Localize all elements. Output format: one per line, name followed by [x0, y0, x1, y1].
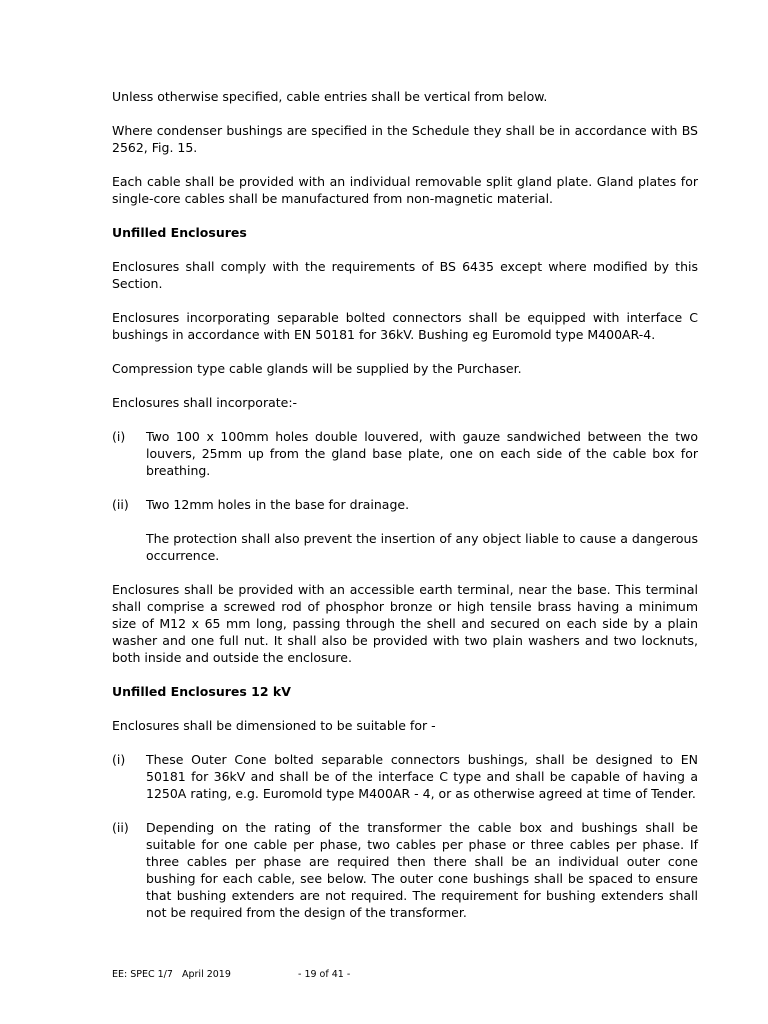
list-item — [112, 496, 698, 513]
paragraph-earth-terminal: Enclosures shall be provided with an accessible earth terminal, near the base. This terminal shall comprise a screwed rod of phosphor bronze or high tensile brass having a minimum size of M12 x 65 mm long, passing through the shell and secured on each side by a plain washer and one full nut. It shall also be provided with two plain washers and two locknuts, both inside and outside the enclosure. — [112, 582, 698, 665]
paragraph-cable-glands: Compression type cable glands will be supplied by the Purchaser. — [112, 361, 522, 376]
document-body — [112, 88, 698, 938]
list-item-number: (i) — [112, 752, 126, 767]
section-heading-unfilled-enclosures: Unfilled Enclosures — [112, 225, 247, 240]
list-item-text: Two 12mm holes in the base for drainage. — [146, 497, 410, 512]
paragraph-separable-connectors: Enclosures incorporating separable bolted connectors shall be equipped with interface C bushings in accordance with EN 50181 for 36kV. Bushing eg Euromold type M400AR-4. — [112, 310, 698, 342]
paragraph-condenser-bushings: Where condenser bushings are specified in the Schedule they shall be in accordance with BS 2562, Fig. 15. — [112, 123, 698, 155]
paragraph-bs6435: Enclosures shall comply with the requirements of BS 6435 except where modified by this Section. — [112, 259, 698, 291]
list-item-number: (ii) — [112, 497, 129, 512]
paragraph-protection: The protection shall also prevent the insertion of any object liable to cause a dangerous occurrence. — [146, 531, 698, 563]
footer-doc-ref: EE: SPEC 1/7 April 2019 — [112, 969, 231, 980]
list-item-text: Depending on the rating of the transformer the cable box and bushings shall be suitable for one cable per phase, two cables per phase or three cables per phase. If three cables per phase are required then there shall be an individual outer cone bushing for each cable, see below. The outer cone bushings shall be spaced to ensure that bushing extenders are not required. The requirement for bushing extenders shall not be required from the design of the transformer. — [146, 820, 698, 920]
list-item-text: Two 100 x 100mm holes double louvered, with gauze sandwiched between the two louvers, 25mm up from the gland base plate, one on each side of the cable box for breathing. — [146, 429, 698, 478]
list-item-number: (i) — [112, 429, 126, 444]
page-footer — [112, 968, 698, 982]
list-item-number: (ii) — [112, 820, 129, 835]
paragraph-dimensioned: Enclosures shall be dimensioned to be suitable for - — [112, 718, 436, 733]
paragraph-gland-plate: Each cable shall be provided with an individual removable split gland plate. Gland plates for single-core cables shall be manufactured from non-magnetic material. — [112, 174, 698, 206]
section-heading-unfilled-enclosures-12kv: Unfilled Enclosures 12 kV — [112, 684, 291, 699]
paragraph-cable-entries: Unless otherwise specified, cable entries shall be vertical from below. — [112, 89, 548, 104]
footer-page-number: - 19 of 41 - — [298, 969, 351, 980]
list-item — [112, 428, 698, 479]
paragraph-incorporate: Enclosures shall incorporate:- — [112, 395, 298, 410]
list-item — [112, 819, 698, 921]
list-item-text: These Outer Cone bolted separable connectors bushings, shall be designed to EN 50181 for 36kV and shall be of the interface C type and shall be capable of having a 1250A rating, e.g. Euromold type M400AR - 4, or as otherwise agreed at time of Tender. — [146, 752, 698, 801]
list-item — [112, 751, 698, 802]
